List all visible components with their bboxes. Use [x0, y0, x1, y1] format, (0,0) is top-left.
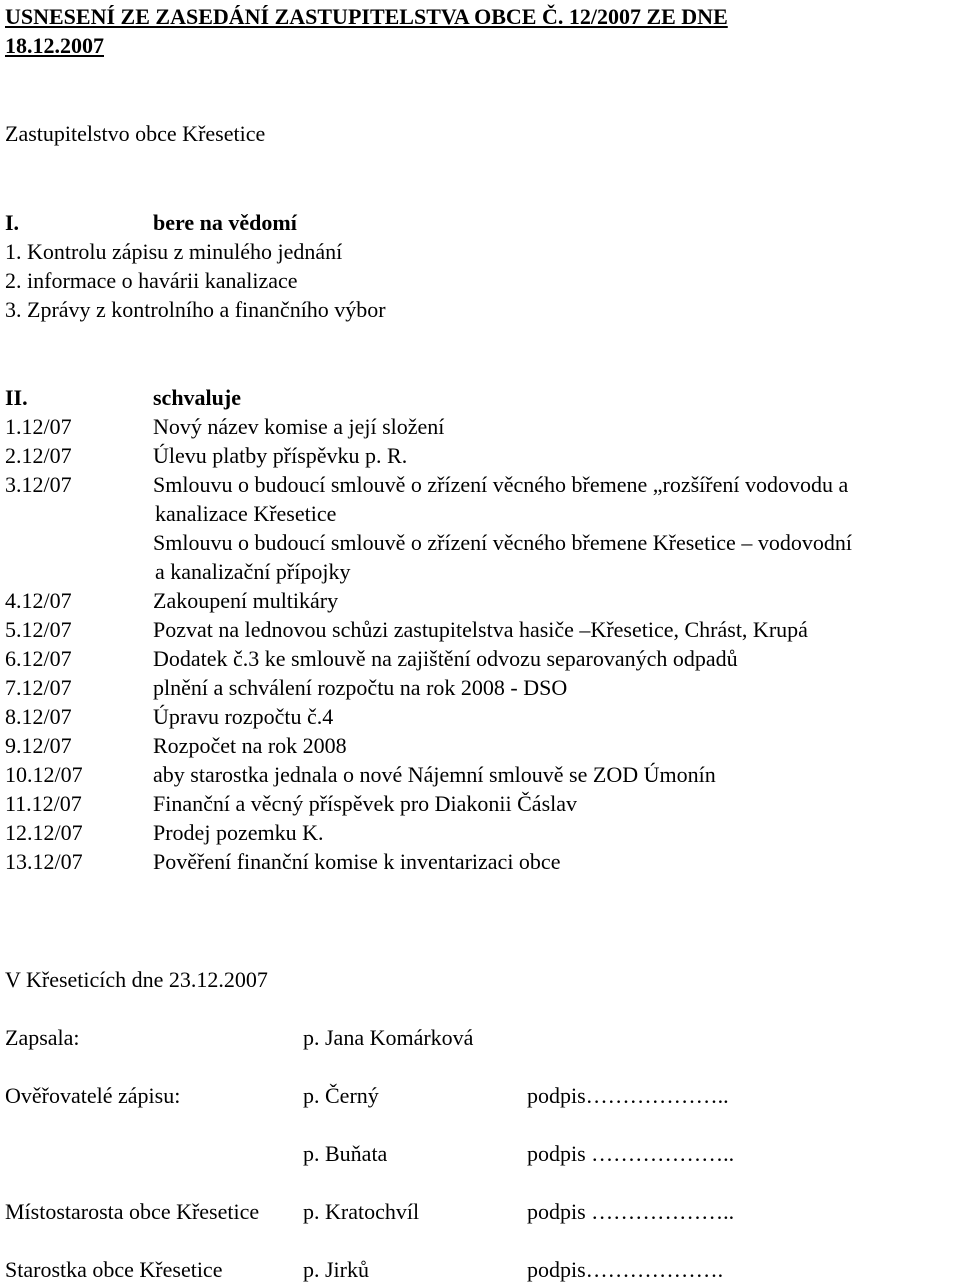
resolution-text-line: Smlouvu o budoucí smlouvě o zřízení věcného břemene Křesetice – vodovodní	[153, 530, 852, 555]
signature-name: p. Jana Komárková	[303, 1025, 474, 1050]
section-1-number: I.	[5, 210, 20, 235]
resolution-text: Dodatek č.3 ke smlouvě na zajištění odvozu separovaných odpadů	[153, 646, 738, 671]
resolution-number: 13.12/07	[5, 849, 83, 874]
resolution-text: Finanční a věcný příspěvek pro Diakonii Čáslav	[153, 791, 578, 816]
section-1-heading	[5, 208, 297, 237]
resolution-text: Prodej pozemku K.	[153, 820, 324, 845]
resolution-text: aby starostka jednala o nové Nájemní smlouvě se ZOD Úmonín	[153, 762, 716, 787]
noted-item: 2. informace o havárii kanalizace	[5, 268, 298, 293]
resolution-row	[5, 702, 960, 731]
resolution-row	[5, 528, 960, 586]
resolution-text: plnění a schválení rozpočtu na rok 2008 - DSO	[153, 675, 568, 700]
resolution-text: Zakoupení multikáry	[153, 588, 339, 613]
noted-item: 1. Kontrolu zápisu z minulého jednání	[5, 239, 343, 264]
signature-role: Místostarosta obce Křesetice	[5, 1199, 260, 1224]
document-title	[5, 2, 955, 60]
resolution-text: Úlevu platby příspěvku p. R.	[153, 443, 408, 468]
noted-item: 3. Zprávy z kontrolního a finančního výbor	[5, 297, 386, 322]
signature-line: podpis……………….	[527, 1257, 724, 1282]
resolution-number: 3.12/07	[5, 472, 72, 497]
resolution-row	[5, 644, 960, 673]
resolution-text: Pověření finanční komise k inventarizaci obce	[153, 849, 561, 874]
resolution-number	[5, 528, 153, 586]
resolution-row	[5, 760, 960, 789]
resolution-number: 1.12/07	[5, 414, 72, 439]
resolution-number: 11.12/07	[5, 791, 82, 816]
section-2-title: schvaluje	[153, 385, 241, 410]
approved-items-list	[5, 412, 960, 876]
section-2-heading	[5, 383, 241, 412]
noted-items-list	[5, 237, 386, 324]
signature-line: podpis………………..	[527, 1083, 729, 1108]
resolution-number: 9.12/07	[5, 733, 72, 758]
resolution-row	[5, 731, 960, 760]
document-page	[5, 2, 955, 1282]
resolution-text-continuation: a kanalizační přípojky	[155, 559, 351, 584]
signature-line: podpis ………………..	[527, 1199, 735, 1224]
place-and-date: V Křeseticích dne 23.12.2007	[5, 967, 268, 992]
resolution-text	[153, 470, 960, 528]
resolution-number: 7.12/07	[5, 675, 72, 700]
resolution-row	[5, 412, 960, 441]
signature-name: p. Kratochvíl	[303, 1199, 420, 1224]
resolution-number: 5.12/07	[5, 617, 72, 642]
section-2-number: II.	[5, 385, 28, 410]
signature-name: p. Černý	[303, 1083, 379, 1108]
resolution-text: Úpravu rozpočtu č.4	[153, 704, 334, 729]
resolution-row	[5, 673, 960, 702]
title-line-1: USNESENÍ ZE ZASEDÁNÍ ZASTUPITELSTVA OBCE Č. 12/2007 ZE DNE	[5, 4, 728, 29]
resolution-text-continuation: kanalizace Křesetice	[155, 501, 337, 526]
signature-role: Starostka obce Křesetice	[5, 1257, 223, 1282]
signature-name: p. Buňata	[303, 1141, 388, 1166]
resolution-text: Nový název komise a její složení	[153, 414, 445, 439]
resolution-text	[153, 528, 960, 586]
resolution-row	[5, 470, 960, 528]
council-name: Zastupitelstvo obce Křesetice	[5, 121, 266, 146]
section-1-title: bere na vědomí	[153, 210, 297, 235]
signature-role: Ověřovatelé zápisu:	[5, 1083, 181, 1108]
resolution-number: 2.12/07	[5, 443, 72, 468]
resolution-number: 4.12/07	[5, 588, 72, 613]
resolution-row	[5, 441, 960, 470]
resolution-text-line: Smlouvu o budoucí smlouvě o zřízení věcného břemene „rozšíření vodovodu a	[153, 472, 849, 497]
signature-name: p. Jirků	[303, 1257, 369, 1282]
signature-line: podpis ………………..	[527, 1141, 735, 1166]
resolution-number: 12.12/07	[5, 820, 83, 845]
resolution-text: Rozpočet na rok 2008	[153, 733, 347, 758]
title-line-2: 18.12.2007	[5, 33, 104, 58]
resolution-number: 8.12/07	[5, 704, 72, 729]
resolution-row	[5, 586, 960, 615]
resolution-row	[5, 847, 960, 876]
resolution-number: 10.12/07	[5, 762, 83, 787]
resolution-row	[5, 789, 960, 818]
resolution-row	[5, 818, 960, 847]
resolution-row	[5, 615, 960, 644]
resolution-text: Pozvat na lednovou schůzi zastupitelstva hasiče –Křesetice, Chrást, Krupá	[153, 617, 808, 642]
resolution-number: 6.12/07	[5, 646, 72, 671]
signature-role: Zapsala:	[5, 1025, 80, 1050]
